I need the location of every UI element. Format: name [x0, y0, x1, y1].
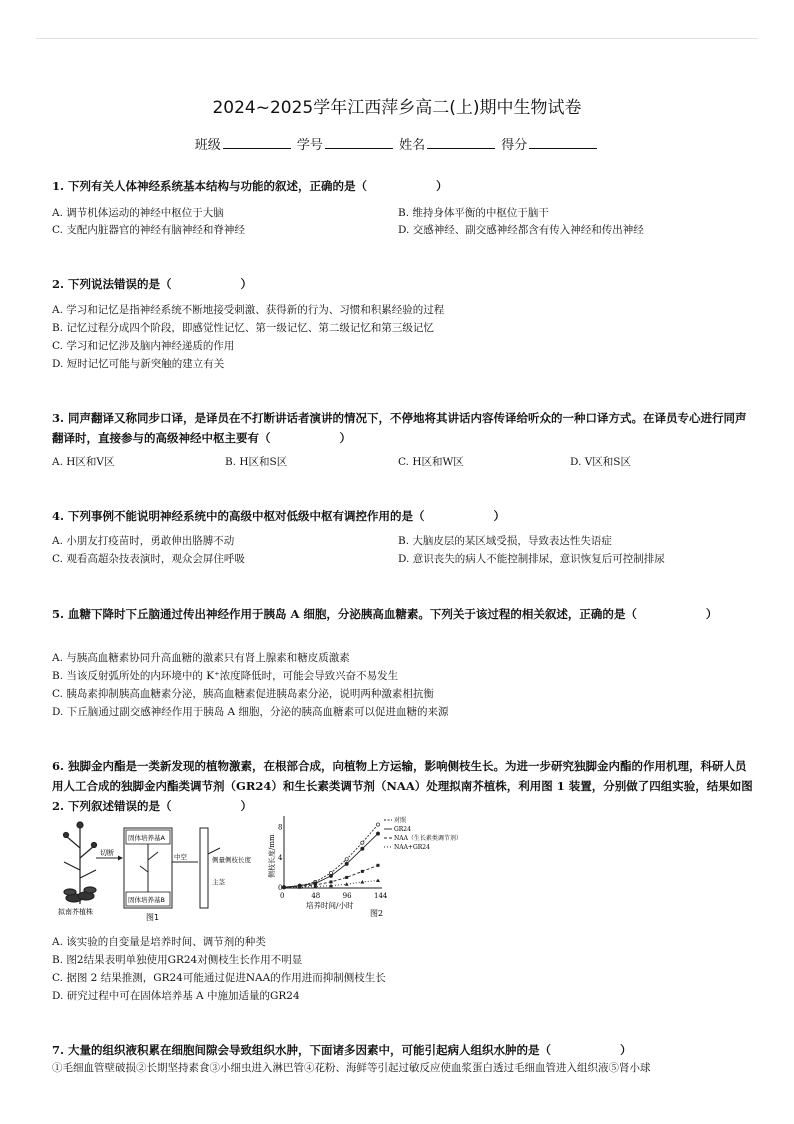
question-1-option-c[interactable]: C. 支配内脏器官的神经有脑神经和脊神经 — [52, 224, 245, 236]
question-1-option-d[interactable]: D. 交感神经、副交感神经都含有传入神经和传出神经 — [398, 224, 644, 236]
question-2-option-c[interactable]: C. 学习和记忆涉及脑内神经递质的作用 — [52, 340, 235, 352]
question-7-continuation: ①毛细血管壁破损②长期坚持素食③小细虫进入淋巴管④花粉、海鲜等引起过敏反应使血浆蛋白透过毛细血管进入组织液⑤肾小球 — [52, 1062, 651, 1074]
x-axis-label: 培养时间/小时 — [306, 901, 354, 910]
y-axis-label: 侧枝长度/mm — [268, 834, 276, 878]
x-tick-label: 144 — [374, 892, 388, 900]
question-5-option-b[interactable]: B. 当该反射弧所处的内环境中的 K⁺浓度降低时，可能会导致兴奋不易发生 — [52, 670, 399, 682]
student-id-label: 学号 — [296, 138, 323, 153]
question-4-option-b[interactable]: B. 大脑皮层的某区域受损，导致表达性失语症 — [398, 535, 612, 547]
data-point — [345, 858, 348, 861]
y-tick-label: 8 — [278, 823, 283, 832]
data-point — [361, 847, 364, 850]
question-2-option-b[interactable]: B. 记忆过程分成四个阶段，即感觉性记忆、第一级记忆、第二级记忆和第三级记忆 — [52, 322, 434, 334]
question-1-option-a[interactable]: A. 调节机体运动的神经中枢位于大脑 — [52, 207, 224, 219]
student-info-line — [0, 134, 794, 153]
question-2-option-d[interactable]: D. 短时记忆可能与新突触的建立有关 — [52, 358, 225, 370]
data-point — [376, 878, 380, 882]
page-title: 2024~2025学年江西萍乡高二(上)期中生物试卷 — [212, 98, 582, 118]
medium-b-label: 固体培养基B — [128, 896, 165, 904]
stem-detail — [200, 828, 208, 908]
hollow-label: 中空 — [174, 853, 187, 861]
x-tick-label: 48 — [311, 892, 321, 900]
data-point — [377, 864, 380, 867]
question-5-option-c[interactable]: C. 胰岛素抑制胰高血糖素分泌，胰高血糖素促进胰岛素分泌，说明两种激素相抗衡 — [52, 688, 434, 700]
header-rule — [36, 38, 758, 39]
question-4-option-d[interactable]: D. 意识丧失的病人不能控制排尿，意识恢复后可控制排尿 — [398, 553, 665, 565]
legend-label: NAA+GR24 — [394, 844, 430, 851]
question-4-stem: 4. 下列事例不能说明神经系统中的高级中枢对低级中枢有调控作用的是（ ） — [52, 509, 506, 523]
figure-2-chart — [270, 812, 470, 924]
branch-length-label: 侧量侧枝长度 — [212, 856, 251, 864]
data-point — [361, 841, 364, 844]
plant-illustration — [64, 822, 97, 904]
question-3-option-d[interactable]: D. V区和S区 — [570, 456, 631, 468]
main-stem-label: 主茎 — [212, 878, 225, 886]
question-6-option-b[interactable]: B. 图2结果表明单独使用GR24对侧枝生长作用不明显 — [52, 954, 303, 966]
question-3-option-a[interactable]: A. H区和V区 — [52, 456, 115, 468]
question-2-option-a[interactable]: A. 学习和记忆是指神经系统不断地接受刺激、获得新的行为、习惯和积累经验的过程 — [52, 304, 445, 316]
name-label: 姓名 — [399, 138, 426, 153]
x-tick-label: 0 — [280, 892, 285, 900]
question-7-stem: 7. 大量的组织液积累在细胞间隙会导致组织水肿，下面诸多因素中，可能引起病人组织水肿的是（ ） — [52, 1043, 632, 1057]
question-4-option-c[interactable]: C. 观看高超杂技表演时，观众会屏住呼吸 — [52, 553, 245, 565]
question-3-option-b[interactable]: B. H区和S区 — [225, 456, 288, 468]
question-3-option-c[interactable]: C. H区和W区 — [398, 456, 464, 468]
question-5-option-d[interactable]: D. 下丘脑通过副交感神经作用于胰岛 A 细胞，分泌的胰高血糖素可以促进血糖的来源 — [52, 706, 449, 718]
stem-segment — [140, 844, 158, 892]
x-tick-label: 96 — [342, 892, 352, 900]
data-point — [330, 880, 333, 883]
question-5-stem: 5. 血糖下降时下丘脑通过传出神经作用于胰岛 A 细胞，分泌胰高血糖素。下列关于该过程的相关叙述，正确的是（ ） — [52, 607, 718, 621]
legend-label: NAA（生长素类调节剂） — [394, 835, 462, 842]
data-point — [360, 880, 364, 884]
data-point — [361, 870, 364, 873]
data-point — [376, 823, 379, 826]
figure-2-caption: 图2 — [370, 909, 384, 918]
plant-label: 拟南芥植株 — [58, 908, 93, 916]
score-blank[interactable] — [529, 136, 597, 149]
data-point — [329, 874, 332, 877]
y-tick-label: 0 — [278, 884, 283, 892]
question-4-option-a[interactable]: A. 小朋友打疫苗时，勇敢伸出胳膊不动 — [52, 535, 235, 547]
class-label: 班级 — [194, 138, 221, 153]
question-1-stem: 1. 下列有关人体神经系统基本结构与功能的叙述，正确的是（ ） — [52, 179, 448, 193]
question-2-stem: 2. 下列说法错误的是（ ） — [52, 277, 253, 291]
question-1-option-b[interactable]: B. 维持身体平衡的中枢位于脑干 — [398, 207, 549, 219]
legend-label: GR24 — [394, 826, 411, 833]
question-5-option-a[interactable]: A. 与胰高血糖素协同升高血糖的激素只有肾上腺素和糖皮质激素 — [52, 652, 350, 664]
class-blank[interactable] — [223, 136, 291, 149]
question-6-option-a[interactable]: A. 该实验的自变量是培养时间、调节剂的种类 — [52, 936, 266, 948]
figure-1-caption: 图1 — [146, 913, 160, 922]
score-label: 得分 — [501, 138, 528, 153]
y-tick-label: 4 — [278, 853, 283, 862]
data-point — [376, 832, 379, 835]
question-6-option-c[interactable]: C. 据图 2 结果推测，GR24可能通过促进NAA的作用进而抑制侧枝生长 — [52, 972, 386, 984]
question-6-option-d[interactable]: D. 研究过程中可在固体培养基 A 中施加适量的GR24 — [52, 990, 300, 1002]
name-blank[interactable] — [427, 136, 495, 149]
data-point — [345, 876, 348, 879]
question-3-stem: 3. 同声翻译又称同步口译，是译员在不打断讲话者演讲的情况下，不停地将其讲话内容传译给听众的一种口译方式。在译员专心进行同声翻译时，直接参与的高级神经中枢主要有（ ） — [52, 411, 747, 445]
data-point — [345, 862, 348, 865]
medium-a-label: 固体培养基A — [128, 834, 165, 842]
student-id-blank[interactable] — [325, 136, 393, 149]
data-point — [345, 882, 349, 886]
legend-label: 对照 — [394, 817, 407, 824]
question-6-stem: 6. 独脚金内酯是一类新发现的植物激素，在根部合成，向植物上方运输，影响侧枝生长。为进一步研究独脚金内酯的作用机理，科研人员用人工合成的独脚金内酯类调节剂（GR24）和生长素类调节剂（NAA）处理拟南芥植株，利用图 1 装置，分别做了四组实验，结果如图 2. 下列叙述错误的是（ ） — [52, 759, 753, 813]
cut-label: 切断 — [100, 849, 114, 857]
branch-detail — [208, 848, 220, 854]
